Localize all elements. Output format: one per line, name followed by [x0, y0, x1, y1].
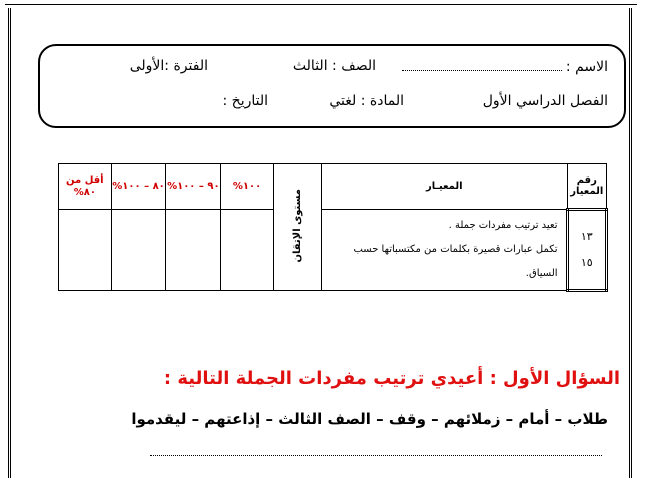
name-field[interactable] [402, 58, 608, 75]
answer-line[interactable] [150, 455, 602, 456]
criterion-number: ١٥ [580, 256, 593, 269]
header-100: ١٠٠% [221, 164, 274, 210]
table-row [59, 210, 607, 291]
name-blank[interactable] [402, 58, 562, 71]
level-label: مستوى الإتقان [291, 188, 303, 263]
header-criterion: المعيـار [322, 164, 568, 210]
score-cell-90[interactable] [166, 210, 221, 291]
header-level [273, 164, 321, 291]
header-number: رقم المعيار [567, 164, 606, 210]
info-row-2 [56, 93, 608, 113]
criterion-item: تعيد ترتيب مفردات جملة . [448, 220, 558, 231]
date-label: التاريخ : [222, 93, 268, 109]
grade-label: الصف : الثالث [292, 58, 376, 74]
criteria-text [322, 210, 568, 291]
score-cell-100[interactable] [221, 210, 274, 291]
question-title: السؤال الأول : أعيدي ترتيب مفردات الجملة التالية : [163, 368, 620, 389]
score-cell-less[interactable] [59, 210, 112, 291]
question-words: طلاب – أمام – زملائهم – وقف – الصف الثالث – إذاعتهم – ليقدموا [131, 410, 608, 428]
table-header-row [59, 164, 607, 210]
header-less-80: أقل من ٨٠% [59, 164, 112, 210]
name-label: الاسم : [565, 59, 608, 75]
info-row-1 [56, 58, 608, 78]
score-cell-80[interactable] [111, 210, 166, 291]
rubric-table [58, 163, 608, 292]
header-90-100: ٩٠ – ١٠٠% [166, 164, 221, 210]
criterion-item: تكمل عبارات قصيرة بكلمات من مكتسباتها حسب السياق. [353, 244, 558, 279]
student-info-box [38, 44, 626, 128]
header-80-100: ٨٠ – ١٠٠% [111, 164, 166, 210]
period-label: الفترة :الأولى [129, 58, 208, 74]
criterion-numbers [567, 210, 606, 291]
subject-label: المادة : لغتي [329, 93, 404, 109]
criterion-number: ١٣ [580, 230, 593, 243]
semester-label: الفصل الدراسي الأول [482, 93, 608, 109]
